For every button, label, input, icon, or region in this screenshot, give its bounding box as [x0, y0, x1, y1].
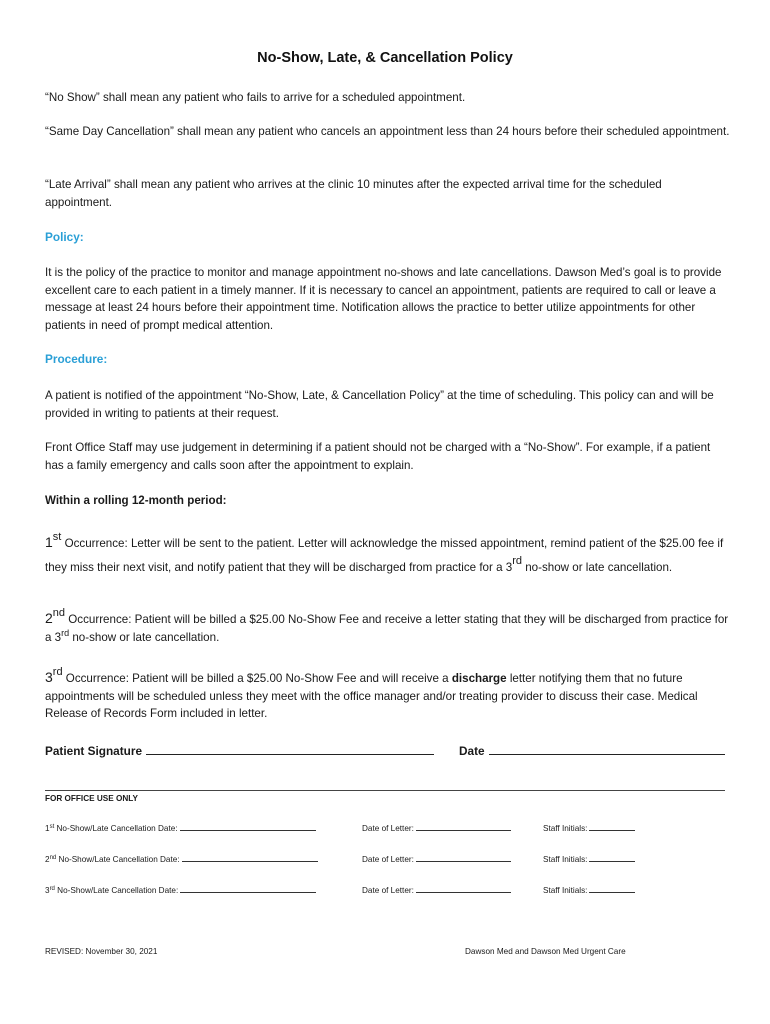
third-occurrence — [45, 666, 730, 723]
office-row-2-label: No-Show/Late Cancellation Date: — [56, 855, 180, 864]
office-row-2-initials-label: Staff Initials: — [543, 855, 588, 864]
office-row-2-letter-line[interactable] — [416, 853, 511, 862]
definition-same-day-cancellation: “Same Day Cancellation” shall mean any patient who cancels an appointment less than 24 hours before their scheduled appointment. — [45, 125, 730, 138]
office-row-3-number: 3 — [45, 886, 50, 895]
policy-heading: Policy: — [45, 230, 84, 244]
first-occurrence — [45, 531, 730, 579]
office-row-3-label: No-Show/Late Cancellation Date: — [54, 886, 179, 895]
first-occurrence-suffix-2: rd — [512, 555, 522, 567]
footer-organization: Dawson Med and Dawson Med Urgent Care — [465, 947, 626, 956]
office-row-3-date-line[interactable] — [180, 884, 316, 893]
office-row-1-letter-label: Date of Letter: — [362, 824, 414, 833]
third-occurrence-suffix: rd — [52, 666, 63, 678]
office-use-divider — [45, 790, 725, 791]
office-row-2 — [45, 853, 730, 867]
policy-text: It is the policy of the practice to monitor and manage appointment no-shows and late cancellations. Dawson Med’s goal is to provide excellent care to each patient in a timely manner. If it is necessary to cancel an appointment, patients are required to call or leave a message at least 24 hours before their appointment time. Notification allows the practice to better utilize appointments for other patients in need of prompt medical attention. — [45, 266, 722, 332]
first-occurrence-number: 1 — [45, 534, 53, 550]
office-row-3 — [45, 884, 730, 898]
office-row-1-number: 1 — [45, 824, 50, 833]
office-row-1-initials-label: Staff Initials: — [543, 824, 588, 833]
office-row-2-initials-line[interactable] — [589, 853, 635, 862]
office-row-2-number: 2 — [45, 855, 50, 864]
third-occurrence-text-a: Occurrence: Patient will be billed a $25.00 No-Show Fee and will receive a — [62, 672, 452, 685]
office-row-1-suffix: st — [49, 824, 55, 830]
first-occurrence-text-a: Occurrence: Letter will be sent to the patient. Letter will acknowledge the missed appointment, remind patient of the $25.00 fee if they miss their next visit, and notify patient that they will be discharged from practice for a 3 — [45, 537, 724, 574]
signature-date-line[interactable] — [489, 742, 725, 755]
procedure-judgement-text: Front Office Staff may use judgement in determining if a patient should not be charged with a “No-Show”. For example, if a patient has a family emergency and calls soon after the appointment to explain. — [45, 441, 711, 472]
office-row-1-date-line[interactable] — [180, 822, 316, 831]
office-row-2-date-field[interactable] — [45, 853, 318, 864]
office-row-2-initials-field[interactable] — [543, 853, 635, 864]
patient-signature-label: Patient Signature — [45, 744, 143, 758]
office-row-1-date-field[interactable] — [45, 822, 316, 833]
second-occurrence — [45, 607, 730, 646]
office-row-3-initials-field[interactable] — [543, 884, 635, 895]
office-row-1-letter-line[interactable] — [416, 822, 511, 831]
office-row-3-date-field[interactable] — [45, 884, 316, 895]
office-row-2-letter-label: Date of Letter: — [362, 855, 414, 864]
office-row-1-initials-line[interactable] — [589, 822, 635, 831]
office-use-heading: FOR OFFICE USE ONLY — [45, 794, 138, 803]
patient-signature-field[interactable] — [45, 742, 434, 758]
first-occurrence-suffix: st — [52, 531, 62, 543]
office-row-1-letter-field[interactable] — [362, 822, 511, 833]
office-row-2-letter-field[interactable] — [362, 853, 511, 864]
third-occurrence-number: 3 — [45, 669, 53, 685]
definition-no-show: “No Show” shall mean any patient who fails to arrive for a scheduled appointment. — [45, 91, 466, 104]
second-occurrence-suffix-2: rd — [61, 627, 70, 638]
discharge-emphasis: discharge — [451, 672, 507, 685]
procedure-heading: Procedure: — [45, 352, 108, 366]
rolling-period-label: Within a rolling 12-month period: — [45, 494, 227, 507]
document-title: No-Show, Late, & Cancellation Policy — [257, 50, 513, 66]
office-row-1 — [45, 822, 730, 836]
office-row-1-initials-field[interactable] — [543, 822, 635, 833]
office-row-3-letter-label: Date of Letter: — [362, 886, 414, 895]
office-row-2-date-line[interactable] — [182, 853, 318, 862]
signature-date-label: Date — [459, 744, 485, 758]
second-occurrence-number: 2 — [45, 610, 53, 626]
second-occurrence-text-b: no-show or late cancellation. — [69, 630, 220, 644]
office-row-3-suffix: rd — [49, 886, 55, 892]
definition-late-arrival: “Late Arrival” shall mean any patient who arrives at the clinic 10 minutes after the expected arrival time for the scheduled appointment. — [45, 178, 662, 209]
second-occurrence-text-a: Occurrence: Patient will be billed a $25.00 No-Show Fee and receive a letter stating that they will be discharged from practice for a 3 — [45, 613, 729, 644]
first-occurrence-text-b: no-show or late cancellation. — [521, 561, 673, 574]
office-row-1-label: No-Show/Late Cancellation Date: — [54, 824, 178, 833]
office-row-3-letter-field[interactable] — [362, 884, 511, 895]
office-row-3-initials-label: Staff Initials: — [543, 886, 588, 895]
office-row-2-suffix: nd — [49, 855, 57, 861]
patient-signature-line[interactable] — [146, 742, 434, 755]
signature-date-field[interactable] — [459, 742, 725, 758]
office-row-3-letter-line[interactable] — [416, 884, 511, 893]
second-occurrence-suffix: nd — [52, 607, 66, 619]
office-row-3-initials-line[interactable] — [589, 884, 635, 893]
footer-revised-date: REVISED: November 30, 2021 — [45, 947, 158, 956]
third-occurrence-text-b: letter notifying them that no future appointments will be scheduled unless they meet with the office manager and/or treating provider to discuss their case. Medical Release of Records Form included in letter. — [45, 672, 698, 720]
procedure-notification-text: A patient is notified of the appointment “No-Show, Late, & Cancellation Policy” at the time of scheduling. This policy can and will be provided in writing to patients at their request. — [45, 389, 714, 420]
